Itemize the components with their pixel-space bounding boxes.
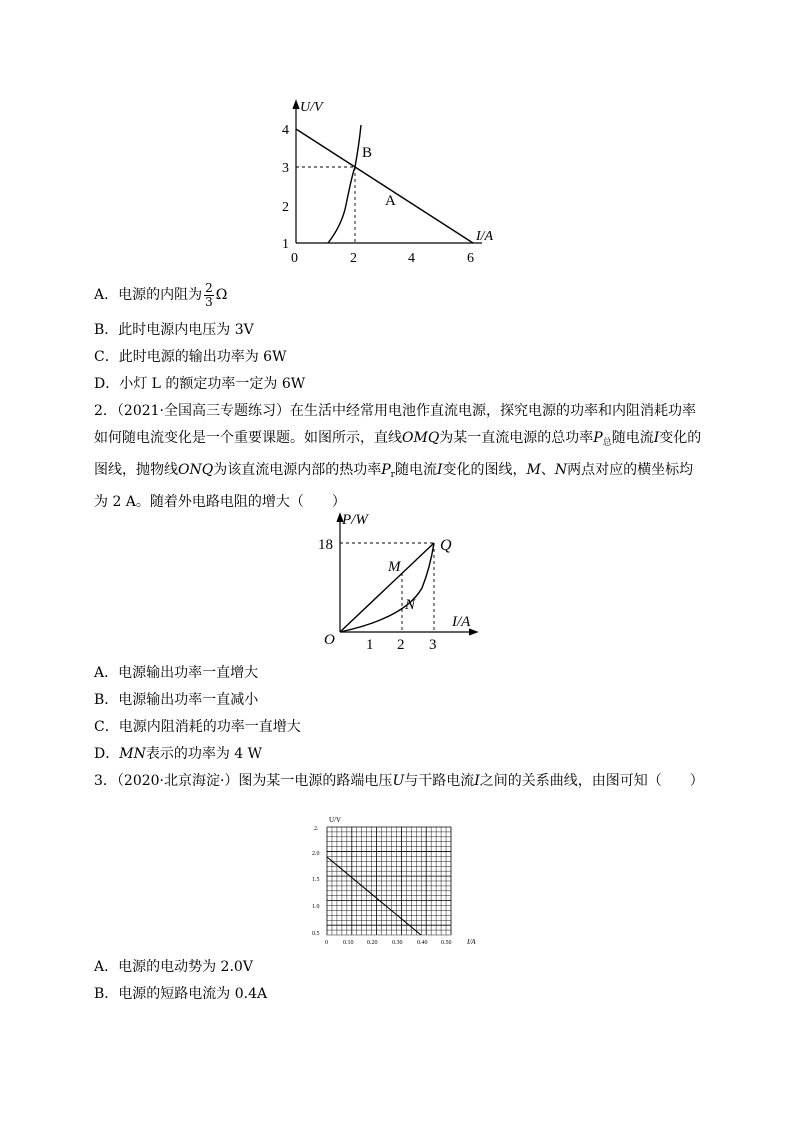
q2-option-C: C．电源内阻消耗的功率一直增大 [94, 719, 301, 735]
q3-y-tick-2.0: 2.0 [312, 851, 320, 857]
q2-label-Q: Q [440, 537, 452, 554]
q2-option-B: B．电源输出功率一直减小 [94, 692, 259, 708]
q3-ui-line [327, 857, 421, 935]
q1-x-label: I/A [476, 229, 494, 244]
q3-x-label: I/A [467, 938, 476, 946]
q1-option-D: D．小灯 L 的额定功率一定为 6W [94, 376, 306, 392]
q2-stem: 2．（2021·全国高三专题练习）在生活中经常用电池作直流电源，探究电源的功率和内阻消耗功率如何随电流变化是一个重要课题。如图所示，直线OMQ为某一直流电源的总功率$P_总$随电流I变化的图线，抛物线ONQ为该直流电源内部的热功率$P_r$随电流I变化的图线，M、N两点对应的横坐标均为 2 A。随着外电路电阻的增大（ ） [94, 403, 702, 510]
q2-option-A: A．电源输出功率一直增大 [94, 665, 259, 681]
q2-y-label: P/W [342, 512, 368, 528]
q3-y-tick-1.0: 1.0 [312, 904, 320, 910]
q3-option-A: A．电源的电动势为 2.0V [94, 959, 253, 975]
q2-line-OMQ [340, 543, 434, 632]
q3-x-tick-0.50: 0.50 [441, 940, 452, 946]
q1-option-C: C．此时电源的输出功率为 6W [94, 349, 287, 365]
q3-x-tick-0.30: 0.30 [392, 940, 403, 946]
q3-option-B: B．电源的短路电流为 0.4A [94, 986, 268, 1002]
q3-stem: 3．（2020·北京海淀·）图为某一电源的路端电压U与干路电流I之间的关系曲线，由图可知（ ） [94, 773, 704, 789]
q1-y-tick-3: 3 [282, 161, 289, 176]
q2-origin: O [324, 632, 335, 648]
q2-y-tick-18: 18 [318, 537, 333, 553]
q3-y-tick-0.5: 0.5 [312, 931, 320, 937]
q1-curve-B [328, 125, 361, 243]
q2-label-M: M [388, 559, 401, 575]
q1-y-tick-2: 2 [282, 200, 289, 215]
q1-x-tick-0: 0 [291, 251, 298, 265]
q1-x-tick-6: 6 [467, 251, 474, 265]
q2-option-D: D．MN表示的功率为 4 W [94, 746, 263, 762]
q1-y-label: U/V [300, 100, 323, 115]
q3-grid [327, 827, 451, 935]
q1-option-B: B．此时电源内电压为 3V [94, 322, 254, 338]
q2-x-tick-1: 1 [366, 637, 374, 653]
q2-x-tick-3: 3 [429, 637, 437, 653]
q1-line-A [296, 129, 473, 243]
q2-figure [310, 508, 490, 653]
q1-label-A: A [385, 193, 396, 209]
q3-x-tick-0.40: 0.40 [417, 940, 428, 946]
q3-figure [300, 813, 490, 948]
q3-x-tick-0.10: 0.10 [343, 940, 354, 946]
q2-x-tick-2: 2 [397, 637, 405, 653]
q2-x-label: I/A [452, 614, 471, 630]
q3-y-label: U/V [329, 816, 342, 824]
q1-label-B: B [362, 145, 373, 161]
q3-y-tick-1.5: 1.5 [312, 877, 320, 883]
q3-x-tick-0: 0 [325, 940, 328, 946]
q1-x-tick-2: 2 [350, 251, 357, 265]
q2-label-N: N [405, 597, 416, 613]
q1-y-arrow [293, 101, 299, 109]
q1-figure [270, 95, 510, 265]
q1-option-A: A．电源的内阻为 $\frac{2}{3}$ Ω [94, 280, 228, 309]
q3-x-tick-0.20: 0.20 [367, 940, 378, 946]
q1-y-tick-1: 1 [282, 237, 289, 252]
q3-y-top-tick: 2. [314, 826, 319, 832]
fraction: $\frac{2}{3}$ [205, 280, 213, 309]
q1-x-tick-4: 4 [408, 251, 415, 265]
q1-y-tick-4: 4 [282, 123, 289, 138]
